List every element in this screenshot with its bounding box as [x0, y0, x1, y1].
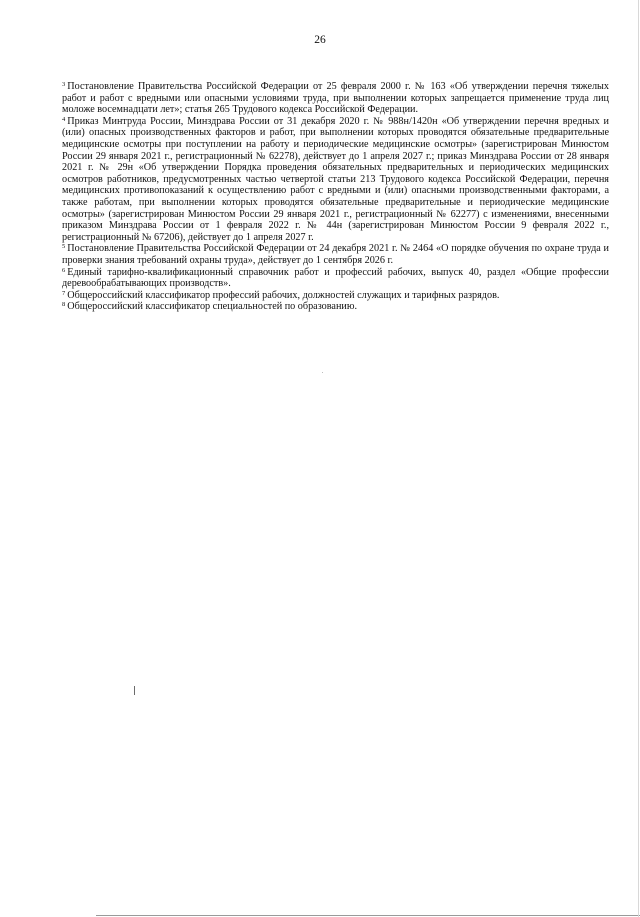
page-number: 26: [314, 34, 326, 46]
footnote-7: [62, 290, 609, 302]
footnote-text: Общероссийский классификатор специальностей по образованию.: [67, 301, 358, 313]
scan-artifact: [322, 372, 323, 373]
footnote-5: [62, 243, 609, 266]
footnote-marker: 5: [62, 243, 66, 251]
scan-artifact: [134, 686, 135, 695]
footnote-text: Единый тарифно-квалификационный справочник работ и профессий рабочих, выпуск 40, раздел «Общие профессии деревообрабатывающих производств».: [62, 266, 609, 290]
footnote-3: [62, 81, 609, 116]
footnote-4: [62, 116, 609, 244]
scan-edge-line: [96, 915, 640, 916]
footnote-marker: 6: [62, 266, 66, 274]
footnote-marker: 3: [62, 81, 66, 88]
footnote-6: [62, 267, 609, 290]
footnote-marker: 7: [62, 289, 66, 297]
footnote-text: Общероссийский классификатор профессий рабочих, должностей служащих и тарифных разрядов.: [67, 289, 500, 301]
footnote-text: Постановление Правительства Российской Федерации от 25 февраля 2000 г. № 163 «Об утверждении перечня тяжелых работ и работ с вредными или опасными условиями труда, при выполнении которых запрещается применение труда лиц моложе восемнадцати лет»; статья 265 Трудового кодекса Российской Федерации.: [62, 81, 609, 116]
footnote-marker: 4: [62, 115, 66, 123]
scan-edge-line: [638, 0, 639, 917]
footnotes-section: [62, 81, 609, 313]
footnote-marker: 8: [62, 301, 66, 309]
footnote-text: Постановление Правительства Российской Федерации от 24 декабря 2021 г. № 2464 «О порядке обучения по охране труда и проверки знания требований охраны труда», действует до 1 сентября 2026 г.: [62, 243, 609, 266]
footnote-text: Приказ Минтруда России, Минздрава России от 31 декабря 2020 г. № 988н/1420н «Об утверждении перечня вредных и (или) опасных производственных факторов и работ, при выполнении которых проводятся обязательные предварительные медицинские осмотры при поступлении на работу и периодические медицинские осмотры» (зарегистрирован Минюстом России 29 января 2021 г., регистрационный № 62278), действует до 1 апреля 2027 г.; приказ Минздрава России от 28 января 2021 г. № 29н «Об утверждении Порядка проведения обязательных предварительных и периодических медицинских осмотров работников, предусмотренных частью четвертой статьи 213 Трудового кодекса Российской Федерации, перечня медицинских противопоказаний к осуществлению работ с вредными и (или) опасными производственными факторами, а также работам, при выполнении которых проводятся обязательные предварительные и периодические медицинские осмотры» (зарегистрирован Минюстом России 29 января 2021 г., регистрационный № 62277) с изменениями, внесенными приказом Минздрава России от 1 февраля 2022 г. № 44н (зарегистрирован Минюстом России 9 февраля 2022 г., регистрационный № 67206), действует до 1 апреля 2027 г.: [62, 115, 609, 243]
footnote-8: [62, 301, 609, 313]
